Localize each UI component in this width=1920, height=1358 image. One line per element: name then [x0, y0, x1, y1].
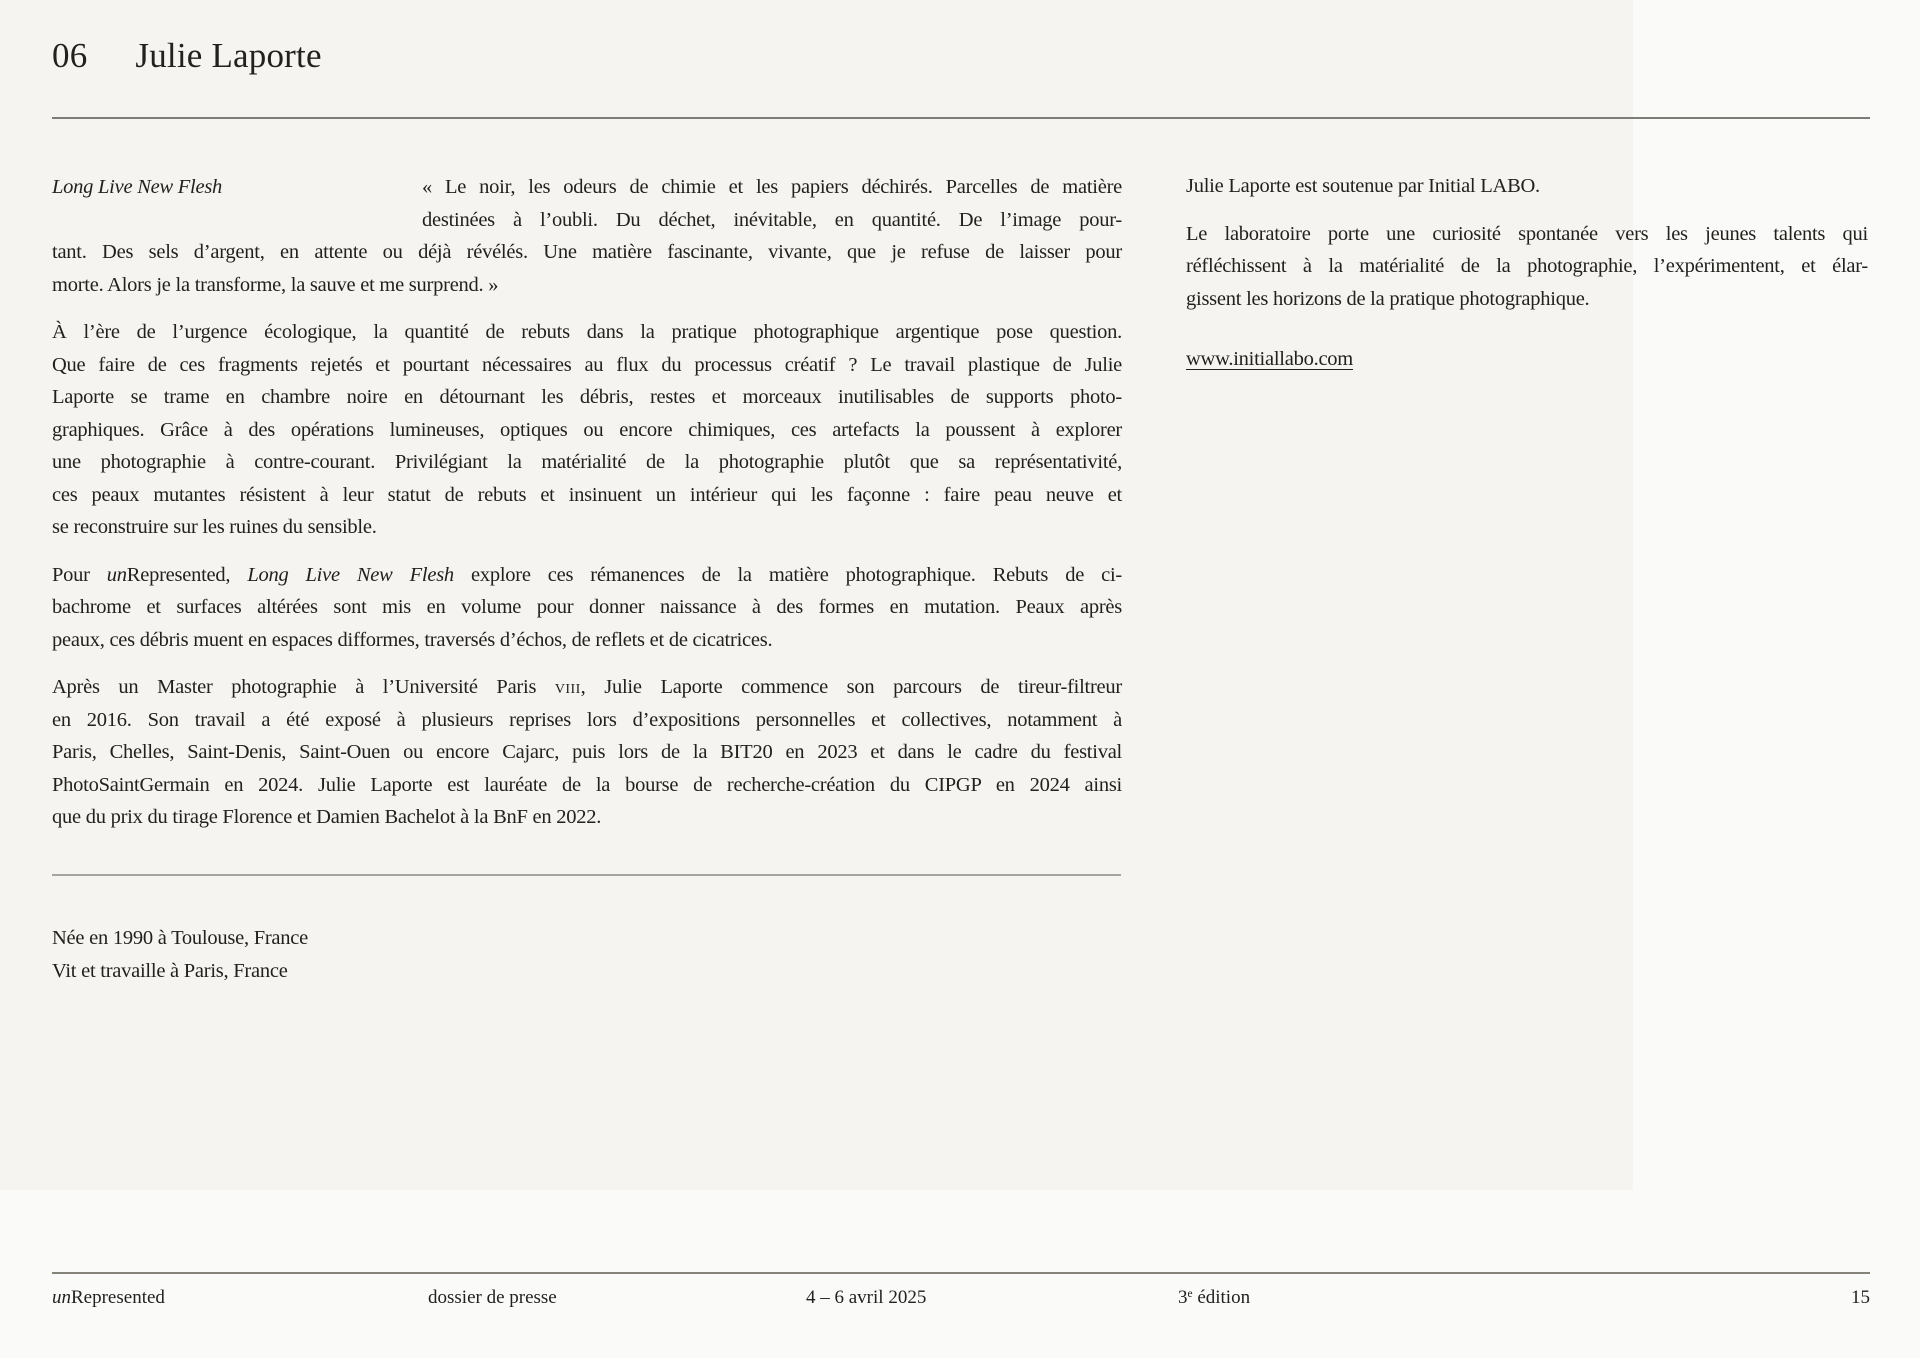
header-rule: [52, 117, 1870, 119]
footer-rule: [52, 1272, 1870, 1274]
support-note: Julie Laporte est soutenue par Initial LABO.: [1186, 175, 1540, 197]
footer-page-number: 15: [1851, 1287, 1870, 1308]
quote-paragraph: [52, 171, 1122, 301]
footer-event-dates: 4 – 6 avril 2025: [806, 1287, 927, 1308]
body-paragraph-3: Après un Master photographie à l’Université Paris viii, Julie Laporte commence son parcours de tireur-filtreur en 2016. Son travail a été exposé à plusieurs reprises lors d’expositions personnelles et collectives, notamment à Paris, Chelles, Saint-Denis, Saint-Ouen ou encore Cajarc, puis lors de la BIT20 en 2023 et dans le cadre du festival PhotoSaintGermain en 2024. Julie Laporte est lauréate de la bourse de recherche-création du CIPGP en 2024 ainsi que du prix du tirage Florence et Damien Bachelot à la BnF en 2022.: [52, 676, 1122, 828]
bio-birth-line: Née en 1990 à Toulouse, France: [52, 927, 308, 949]
sponsor-column: [1186, 170, 1868, 376]
body-paragraph-1: À l’ère de l’urgence écologique, la quantité de rebuts dans la pratique photographique argentique pose question. Que faire de ces fragments rejetés et pourtant nécessaires au flux du processus créatif ? Le travail plastique de Julie Laporte se trame en chambre noire en détournant les débris, restes et morceaux inutilisables de supports photo- graphiques. Grâce à des opérations lumineuses, optiques ou encore chimiques, ces artefacts la poussent à explorer une photographie à contre-courant. Privilégiant la matérialité de la photographie plutôt que sa représentativité, ces peaux mutantes résistent à leur statut de rebuts et insinuent un intérieur qui les façonne : faire peau neuve et se reconstruire sur les ruines du sensible.: [52, 321, 1122, 538]
work-title: Long Live New Flesh: [52, 176, 223, 198]
artist-name-title: Julie Laporte: [135, 36, 322, 75]
bio-note: [52, 922, 308, 987]
entry-number: 06: [52, 36, 88, 75]
page-header: [52, 36, 322, 76]
main-article-column: [52, 171, 1122, 849]
footer-document-type: dossier de presse: [428, 1287, 557, 1308]
body-paragraph-2: Pour unRepresented, Long Live New Flesh explore ces rémanences de la matière photographique. Rebuts de ci- bachrome et surfaces altérées sont mis en volume pour donner naissance à des formes en mutation. Peaux après peaux, ces débris muent en espaces difformes, traversés d’échos, de reflets et de cicatrices.: [52, 563, 1123, 651]
lab-description: Le laboratoire porte une curiosité spontanée vers les jeunes talents qui réfléchissent à la matérialité de la photographie, l’expérimentent, et élar- gissent les horizons de la pratique photographique.: [1186, 222, 1868, 310]
footer-publication-name: unRepresented: [52, 1287, 165, 1308]
footer-edition: 3e édition: [1178, 1287, 1251, 1308]
bio-divider-rule: [52, 874, 1121, 876]
quote-lines: « Le noir, les odeurs de chimie et les papiers déchirés. Parcelles de matière destinées à l’oubli. Du déchet, inévitable, en quantité. De l’image pour- tant. Des sels d’argent, en attente ou déjà révélés. Une matière fascinante, vivante, que je refuse de laisser pour morte. Alors je la transforme, la sauve et me surprend. »: [52, 176, 1122, 296]
website-link[interactable]: www.initiallabo.com: [1186, 348, 1353, 370]
bio-residence-line: Vit et travaille à Paris, France: [52, 959, 288, 982]
